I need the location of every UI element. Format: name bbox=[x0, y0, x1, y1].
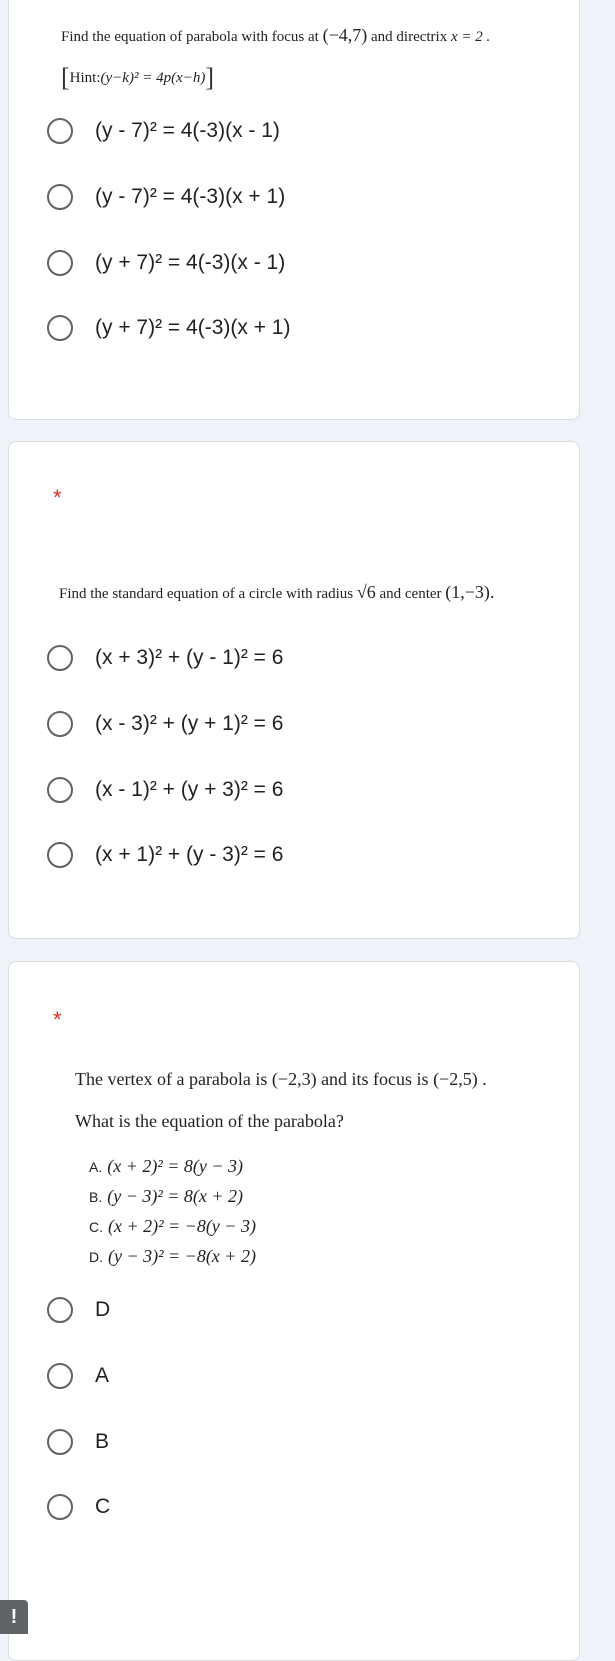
option-label: (x - 3)² + (y + 1)² = 6 bbox=[95, 712, 284, 735]
radio-button[interactable] bbox=[47, 1363, 73, 1389]
radio-button[interactable] bbox=[47, 711, 73, 737]
question-card-2 bbox=[8, 441, 580, 939]
question-2-text: Find the standard equation of a circle with radius √6 and center (1,−3). bbox=[59, 582, 495, 602]
question-1-hint: [Hint:(y−k)² = 4p(x−h)] bbox=[61, 63, 215, 92]
option-q2-a[interactable] bbox=[47, 640, 283, 676]
question-1-text: Find the equation of parabola with focus at (−4,7) and directrix x = 2 . bbox=[61, 25, 491, 45]
question-card-3 bbox=[8, 961, 580, 1661]
radio-button[interactable] bbox=[47, 777, 73, 803]
radio-button[interactable] bbox=[47, 118, 73, 144]
option-label: D bbox=[95, 1298, 111, 1321]
choice-a: A. (x + 2)² = 8(y − 3) bbox=[89, 1156, 244, 1176]
option-label: (x - 1)² + (y + 3)² = 6 bbox=[95, 778, 284, 801]
question-3-line-1: The vertex of a parabola is (−2,3) and its focus is (−2,5) . bbox=[75, 1069, 487, 1089]
option-q3-b[interactable] bbox=[47, 1424, 109, 1460]
radio-button[interactable] bbox=[47, 1494, 73, 1520]
option-q1-a[interactable] bbox=[47, 113, 280, 149]
option-q1-d[interactable] bbox=[47, 310, 290, 346]
choice-c: C. (x + 2)² = −8(y − 3) bbox=[89, 1216, 256, 1236]
option-label: A bbox=[95, 1364, 110, 1387]
radio-button[interactable] bbox=[47, 1297, 73, 1323]
required-asterisk: * bbox=[53, 485, 62, 510]
radio-button[interactable] bbox=[47, 315, 73, 341]
option-label: B bbox=[95, 1430, 110, 1453]
choice-d: D. (y − 3)² = −8(x + 2) bbox=[89, 1246, 256, 1266]
option-label: C bbox=[95, 1495, 111, 1518]
option-q2-c[interactable] bbox=[47, 772, 283, 808]
option-q2-b[interactable] bbox=[47, 706, 283, 742]
option-label: (y + 7)² = 4(-3)(x - 1) bbox=[95, 251, 286, 274]
question-3-line-2: What is the equation of the parabola? bbox=[75, 1111, 344, 1131]
option-q1-b[interactable] bbox=[47, 179, 285, 215]
option-q3-a[interactable] bbox=[47, 1358, 109, 1394]
radio-button[interactable] bbox=[47, 1429, 73, 1455]
option-q1-c[interactable] bbox=[47, 245, 285, 281]
option-label: (x + 1)² + (y - 3)² = 6 bbox=[95, 843, 284, 866]
required-asterisk: * bbox=[53, 1007, 62, 1032]
radio-button[interactable] bbox=[47, 645, 73, 671]
option-q3-c[interactable] bbox=[47, 1489, 110, 1525]
option-label: (x + 3)² + (y - 1)² = 6 bbox=[95, 646, 284, 669]
option-label: (y - 7)² = 4(-3)(x - 1) bbox=[95, 119, 280, 142]
option-q3-d[interactable] bbox=[47, 1292, 110, 1328]
question-card-1 bbox=[8, 0, 580, 420]
alert-icon[interactable]: ! bbox=[0, 1600, 28, 1634]
option-label: (y - 7)² = 4(-3)(x + 1) bbox=[95, 185, 286, 208]
option-q2-d[interactable] bbox=[47, 837, 283, 873]
option-label: (y + 7)² = 4(-3)(x + 1) bbox=[95, 316, 291, 339]
choice-b: B. (y − 3)² = 8(x + 2) bbox=[89, 1186, 244, 1206]
radio-button[interactable] bbox=[47, 250, 73, 276]
radio-button[interactable] bbox=[47, 184, 73, 210]
radio-button[interactable] bbox=[47, 842, 73, 868]
